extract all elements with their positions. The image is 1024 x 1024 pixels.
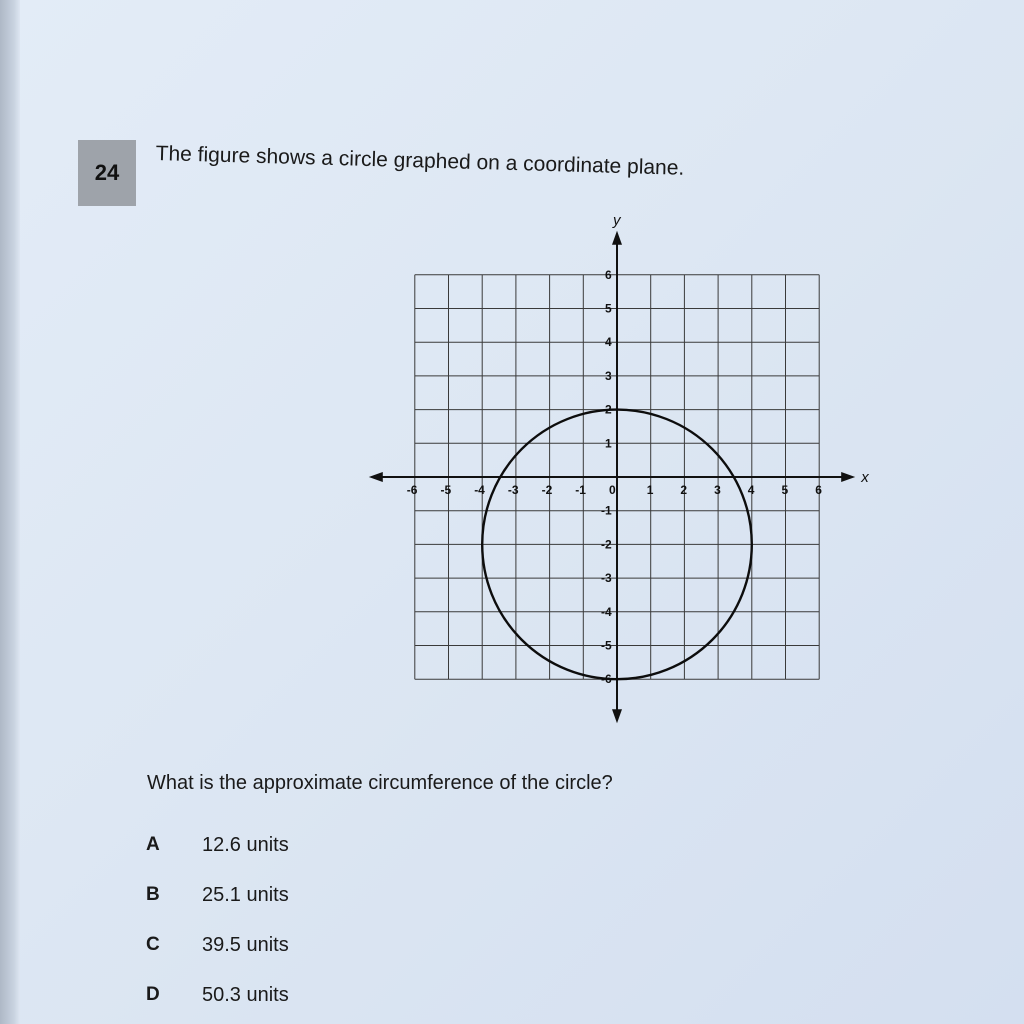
choice-text: 12.6 units: [202, 833, 289, 856]
y-tick-label: -4: [601, 604, 612, 619]
y-axis-label: y: [613, 211, 621, 229]
choice-text: 50.3 units: [202, 983, 289, 1006]
choice-a[interactable]: [146, 820, 289, 870]
y-tick-label: -3: [601, 571, 612, 586]
x-tick-label: 5: [781, 483, 789, 497]
y-tick-label: 5: [605, 301, 612, 316]
x-tick-label: 2: [680, 483, 688, 497]
y-tick-label: 6: [605, 267, 612, 282]
x-axis-arrow-left: [369, 472, 383, 482]
answer-choices: [146, 820, 289, 1020]
choice-letter: D: [146, 984, 160, 1005]
choice-letter: C: [146, 934, 160, 955]
y-tick-label: 4: [605, 335, 612, 350]
x-tick-label: -5: [440, 483, 452, 497]
choice-text: 25.1 units: [202, 883, 289, 906]
x-tick-label: 1: [646, 483, 654, 497]
choice-b[interactable]: [146, 870, 289, 920]
x-tick-label: 0: [609, 483, 616, 497]
choice-letter: A: [146, 834, 160, 855]
y-axis-arrow-up: [612, 231, 622, 245]
page-edge: [0, 0, 20, 1024]
x-tick-label: -4: [474, 483, 485, 497]
choice-c[interactable]: [146, 920, 289, 970]
x-tick-label: -2: [541, 483, 553, 497]
question-text: What is the approximate circumference of the circle?: [147, 772, 613, 794]
x-tick-label: -6: [406, 483, 418, 497]
x-tick-label: -1: [575, 483, 586, 497]
x-tick-label: 6: [815, 483, 822, 497]
y-tick-label: -1: [601, 503, 612, 518]
x-axis-arrow-right: [841, 472, 855, 482]
x-tick-label: 3: [714, 483, 721, 497]
y-tick-label: 1: [605, 436, 612, 451]
choice-d[interactable]: [146, 970, 289, 1020]
y-axis-arrow-down: [612, 709, 622, 723]
question-prompt: The figure shows a circle graphed on a coordinate plane.: [155, 142, 685, 180]
y-tick-label: 2: [605, 402, 612, 417]
y-tick-label: -5: [601, 638, 612, 653]
y-tick-label: -6: [601, 672, 612, 687]
question-number: 24: [94, 160, 120, 185]
question-number-badge: [78, 140, 136, 206]
choice-text: 39.5 units: [202, 933, 289, 956]
y-tick-label: 3: [605, 368, 612, 383]
x-tick-label: 4: [747, 483, 755, 497]
x-tick-label: -3: [507, 483, 519, 497]
axes: [369, 212, 869, 723]
y-tick-label: -2: [601, 537, 612, 552]
choice-letter: B: [146, 884, 160, 905]
coordinate-plane: [350, 210, 890, 730]
x-axis-label: x: [861, 469, 869, 486]
